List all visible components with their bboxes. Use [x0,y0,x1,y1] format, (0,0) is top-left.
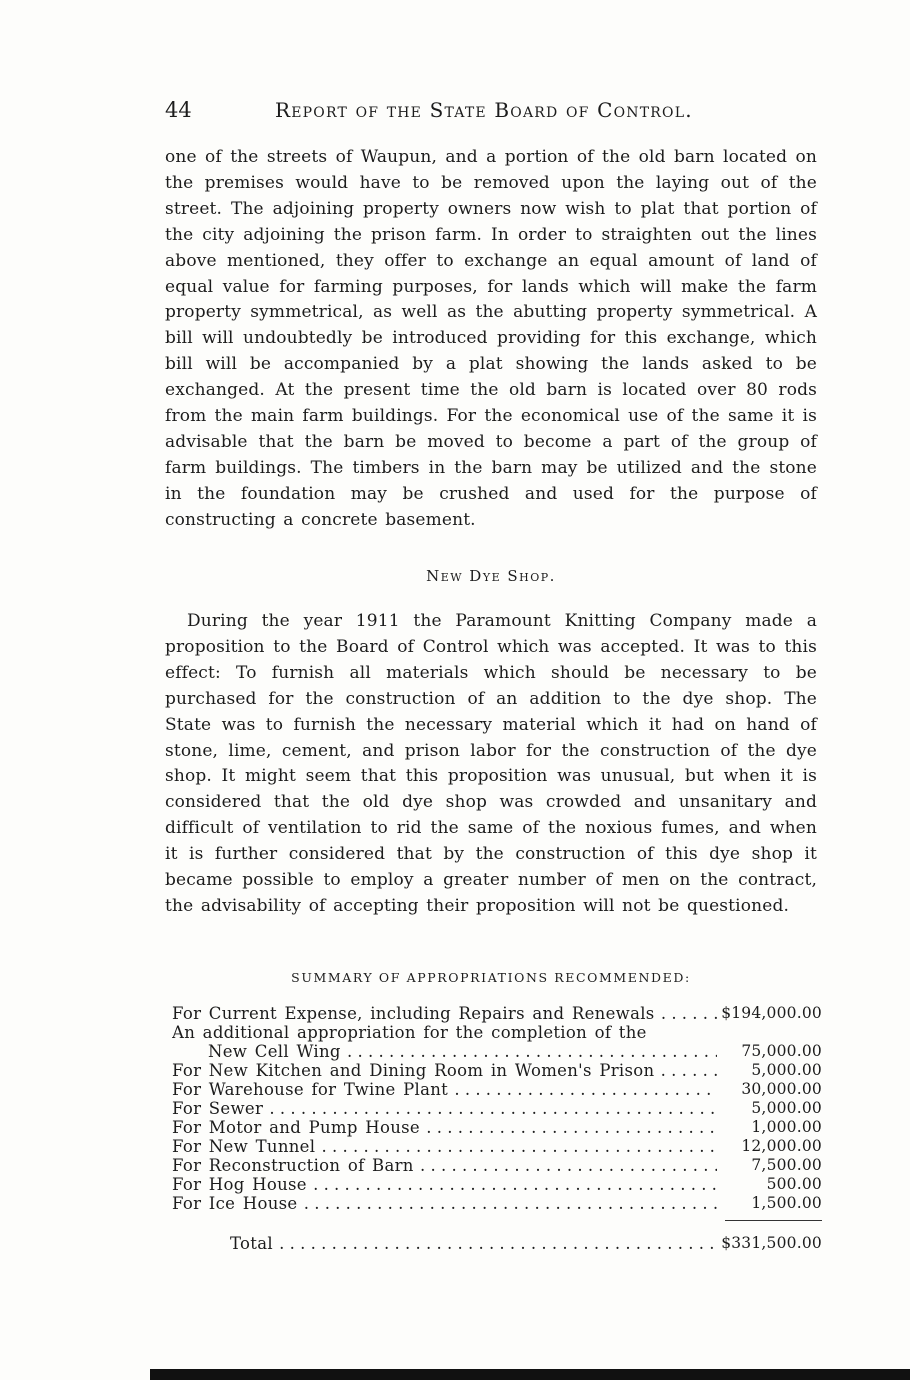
row-description: For Sewer . . . [172,1099,717,1118]
total-amount: $331,500.00 [721,1234,822,1252]
total-rule [725,1220,822,1221]
row-description: For Hog House . . . [172,1175,717,1194]
running-title: Report of the State Board of Control. [275,98,693,122]
total-label: Total . . . [230,1234,720,1253]
page-header [165,98,820,128]
table-row [172,1042,822,1061]
table-row [172,1175,822,1194]
row-description: New Cell Wing . . . [208,1042,717,1061]
table-row [172,1194,822,1213]
row-description: For New Kitchen and Dining Room in Women's Prison . . . [172,1061,717,1080]
row-amount: 500.00 [766,1175,822,1193]
row-amount: 5,000.00 [751,1061,822,1079]
paragraph-dye-shop: During the year 1911 the Paramount Knitting Company made a proposition to the Board of Control which was accepted. It was to this effect: To furnish all materials which should be necessary to be purchased for the construction of an addition to the dye shop. The State was to furnish the necessary material which it had on hand of stone, lime, cement, and prison labor for the construction of the dye shop. It might seem that this proposition was unusual, but when it is considered that the old dye shop was crowded and unsanitary and difficult of ventilation to rid the same of the noxious fumes, and when it is further considered that by the construction of this dye shop it became possible to employ a greater number of men on the contract, the advisability of accepting their proposition will not be questioned. [165,611,817,916]
row-description: For Current Expense, including Repairs and Renewals . . . [172,1004,717,1023]
row-amount: 7,500.00 [751,1156,822,1174]
page-number: 44 [165,98,192,122]
row-amount: 12,000.00 [741,1137,822,1155]
row-amount: 1,500.00 [751,1194,822,1212]
row-description: An additional appropriation for the completion of the [172,1023,647,1042]
row-description: For Reconstruction of Barn . . . [172,1156,717,1175]
table-row [172,1156,822,1175]
table-row [172,1137,822,1156]
row-amount: 30,000.00 [741,1080,822,1098]
row-description: For New Tunnel . . . [172,1137,717,1156]
row-amount: 75,000.00 [741,1042,822,1060]
table-row [172,1023,822,1042]
row-amount: 5,000.00 [751,1099,822,1117]
row-description: For Motor and Pump House . . . [172,1118,717,1137]
row-description: For Warehouse for Twine Plant . . . [172,1080,717,1099]
table-row [172,1061,822,1080]
section-heading: New Dye Shop. [426,567,556,585]
row-description: For Ice House . . . [172,1194,717,1213]
scan-edge-bar [150,1369,910,1380]
summary-heading: SUMMARY OF APPROPRIATIONS RECOMMENDED: [291,970,691,985]
row-amount: 1,000.00 [751,1118,822,1136]
table-row [172,1004,822,1023]
row-amount: $194,000.00 [721,1004,822,1022]
table-row [172,1080,822,1099]
table-row [172,1099,822,1118]
paragraph-barn: one of the streets of Waupun, and a portion of the old barn located on the premises would have to be removed upon the laying out of the street. The adjoining property owners now wish to plat that portion of the city adjoining the prison farm. In order to straighten out the lines above mentioned, they offer to exchange an equal amount of land of equal value for farming purposes, for lands which will make the farm property symmetrical, as well as the abutting property symmetrical. A bill will undoubtedly be introduced providing for this exchange, which bill will be accompanied by a plat showing the lands asked to be exchanged. At the present time the old barn is located over 80 rods from the main farm buildings. For the economical use of the same it is advisable that the barn be moved to become a part of the group of farm buildings. The timbers in the barn may be utilized and the stone in the foundation may be crushed and used for the purpose of constructing a concrete basement. [165,147,817,530]
appropriations-table [172,1004,822,1213]
total-row [230,1234,822,1256]
table-row [172,1118,822,1137]
